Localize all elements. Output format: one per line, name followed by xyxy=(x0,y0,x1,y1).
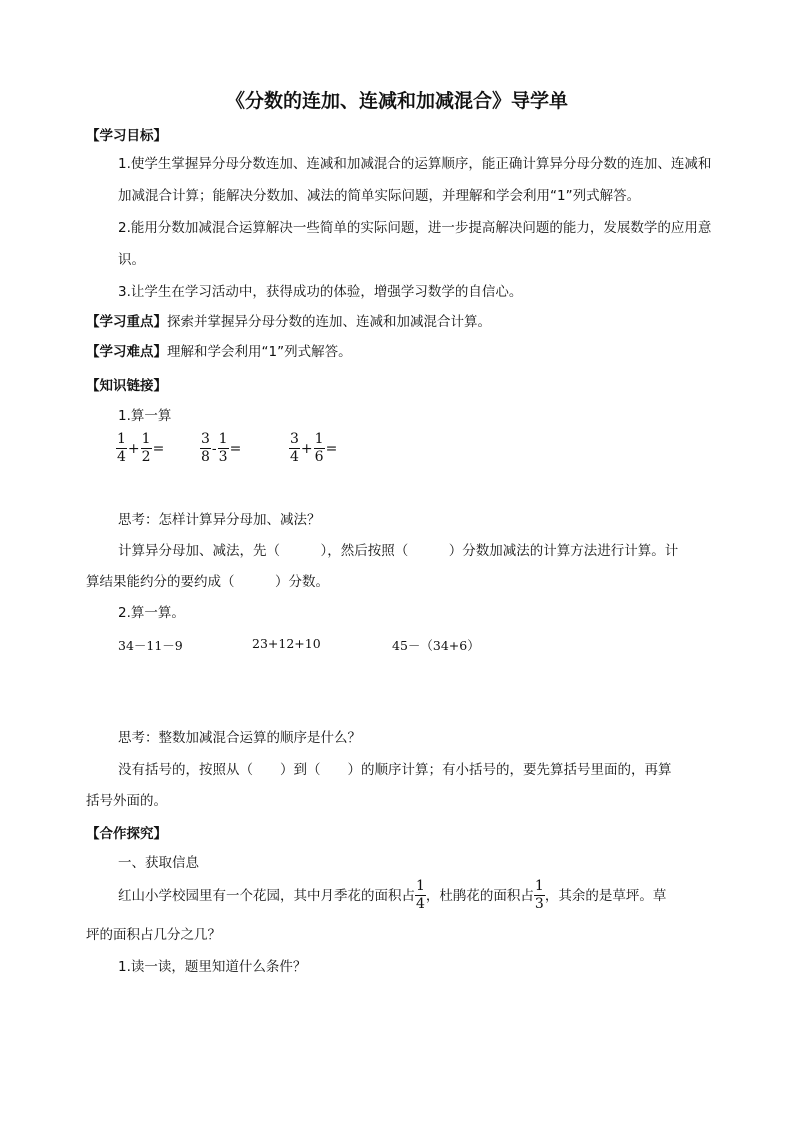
integer-calc-2: 23+12+10 xyxy=(252,636,321,651)
problem-line-2: 坪的面积占几分之几？ xyxy=(86,927,221,943)
objective-1-line-1: 1.使学生掌握异分母分数连加、连减和加减混合的运算顺序，能正确计算异分母分数的连加、连减和 xyxy=(118,156,712,172)
fraction-expression-1: $\frac{1}{4}$ + $\frac{1}{2}$ = xyxy=(117,431,165,465)
fill-blank-2-line-2: 括号外面的。 xyxy=(86,793,167,809)
integer-calc-1: 34－11－9 xyxy=(118,638,183,653)
objective-1-line-2: 加减混合计算；能解决分数加、减法的简单实际问题，并理解和学会利用“1”列式解答。 xyxy=(118,188,641,204)
integer-calc-3: 45－（34+6） xyxy=(392,638,480,653)
fraction: $\frac{1}{3}$ xyxy=(218,431,228,465)
fraction: $\frac{3}{4}$ xyxy=(290,431,299,465)
problem-line-1: 红山小学校园里有一个花园，其中月季花的面积占 $\frac{1}{4}$ ，杜鹃花的面积占 $\frac{1}{3}$ ，其余的是草坪。草 xyxy=(118,878,667,912)
fraction-expression-2: $\frac{3}{8}$ - $\frac{1}{3}$ = xyxy=(201,431,242,465)
knowledge-heading: 【知识链接】 xyxy=(86,378,167,394)
key-point-heading: 【学习重点】 xyxy=(86,314,167,330)
objectives-heading: 【学习目标】 xyxy=(86,128,167,144)
difficulty-heading: 【学习难点】 xyxy=(86,344,167,360)
fill-blank-1-line-2: 算结果能约分的要约成（ ）分数。 xyxy=(86,574,329,590)
explore-heading: 【合作探究】 xyxy=(86,826,167,842)
fill-blank-2-line-1: 没有括号的，按照从（ ）到（ ）的顺序计算；有小括号的，要先算括号里面的，再算 xyxy=(118,762,672,778)
page-title: 《分数的连加、连减和加减混合》导学单 xyxy=(225,90,568,112)
difficulty-text: 理解和学会利用“1”列式解答。 xyxy=(167,344,352,360)
think-question-2: 思考：整数加减混合运算的顺序是什么？ xyxy=(118,730,361,746)
objective-2-line-2: 识。 xyxy=(118,252,145,268)
key-point-text: 探索并掌握异分母分数的连加、连减和加减混合计算。 xyxy=(167,314,491,330)
explore-part-1: 一、获取信息 xyxy=(118,855,199,871)
objective-3: 3.让学生在学习活动中，获得成功的体验，增强学习数学的自信心。 xyxy=(118,284,523,300)
think-question-1: 思考：怎样计算异分母加、减法？ xyxy=(118,512,321,528)
fill-blank-1-line-1: 计算异分母加、减法，先（ ），然后按照（ ）分数加减法的计算方法进行计算。计 xyxy=(118,543,679,559)
knowledge-sub-2: 2.算一算。 xyxy=(118,605,185,621)
fraction: $\frac{3}{8}$ xyxy=(201,431,210,465)
objective-2-line-1: 2.能用分数加减混合运算解决一些简单的实际问题，进一步提高解决问题的能力，发展数学的应用意 xyxy=(118,220,712,236)
fraction-one-quarter: $\frac{1}{4}$ xyxy=(416,878,425,912)
knowledge-sub-1: 1.算一算 xyxy=(118,408,172,424)
difficulty xyxy=(86,342,352,362)
fraction: $\frac{1}{2}$ xyxy=(141,431,151,465)
key-point xyxy=(86,312,491,332)
explore-question-1: 1.读一读，题里知道什么条件？ xyxy=(118,959,307,975)
fraction-expression-3: $\frac{3}{4}$ + $\frac{1}{6}$ = xyxy=(290,431,338,465)
fraction: $\frac{1}{4}$ xyxy=(117,431,126,465)
fraction: $\frac{1}{6}$ xyxy=(314,431,324,465)
fraction-one-third: $\frac{1}{3}$ xyxy=(534,878,544,912)
